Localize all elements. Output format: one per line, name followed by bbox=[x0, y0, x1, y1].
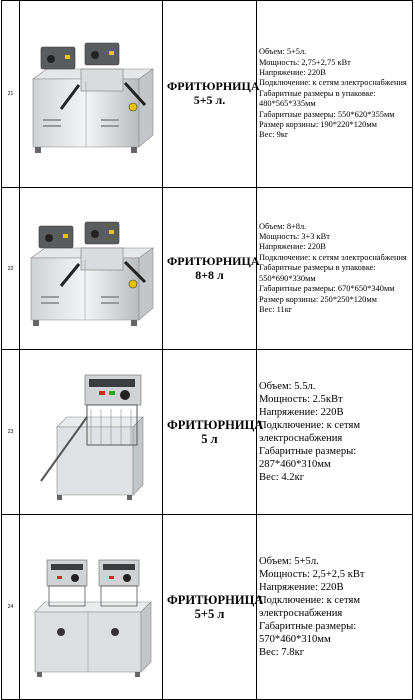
table-row bbox=[2, 188, 413, 350]
table-row bbox=[2, 515, 413, 700]
spec-line: Размер корзины: 190*220*120мм bbox=[259, 120, 377, 130]
spec-line: Объем: 5+5л. bbox=[259, 556, 319, 567]
spec-line: 287*460*310мм bbox=[259, 459, 331, 470]
product-name: ФРИТЮРНИЦА 5+5 л bbox=[167, 592, 264, 621]
spec-line: Мощность: 2.5кВт bbox=[259, 394, 343, 405]
product-specs-cell bbox=[257, 350, 413, 515]
spec-line: 480*565*335мм bbox=[259, 99, 316, 109]
product-table bbox=[1, 0, 413, 700]
spec-line: Мощность: 2,75+2,75 кВт bbox=[259, 57, 351, 67]
spec-line: Габаритные размеры: bbox=[259, 621, 357, 632]
spec-line: Подключение: к сетям электроснабжения bbox=[259, 78, 407, 88]
product-specs-cell bbox=[257, 1, 413, 188]
spec-line: Вес: 4.2кг bbox=[259, 472, 305, 483]
spec-line: Объем: 5+5л. bbox=[259, 47, 307, 57]
spec-line: 550*690*330мм bbox=[259, 273, 316, 283]
spec-line: электроснабжения bbox=[259, 608, 343, 619]
spec-line: Напряжение: 220В bbox=[259, 67, 326, 77]
product-name-cell bbox=[163, 1, 260, 188]
table-row bbox=[2, 1, 413, 188]
double-fryer-image bbox=[21, 204, 161, 334]
double-fryer-image bbox=[21, 19, 161, 169]
single-fryer-image bbox=[21, 357, 161, 507]
spec-line: Подключение: к сетям bbox=[259, 595, 361, 606]
product-name-cell bbox=[163, 515, 264, 700]
spec-line: Габаритные размеры: 670*650*340мм bbox=[259, 284, 395, 294]
product-name-cell bbox=[163, 188, 260, 350]
product-image-cell bbox=[20, 350, 163, 515]
spec-line: Габаритные размеры в упаковке: bbox=[259, 88, 376, 98]
product-name: ФРИТЮРНИЦА 8+8 л bbox=[167, 253, 260, 282]
spec-line: Габаритные размеры: bbox=[259, 446, 357, 457]
product-image-cell bbox=[20, 515, 163, 700]
product-name-cell bbox=[163, 350, 264, 515]
product-specs-cell bbox=[257, 515, 413, 700]
spec-line: Подключение: к сетям bbox=[259, 420, 361, 431]
product-image-cell bbox=[20, 1, 163, 188]
spec-line: Мощность: 3+3 кВт bbox=[259, 232, 330, 242]
spec-line: Напряжение: 220В bbox=[259, 582, 344, 593]
spec-line: Габаритные размеры в упаковке: bbox=[259, 263, 376, 273]
spec-line: Размер корзины: 250*250*120мм bbox=[259, 294, 377, 304]
spec-line: Объем: 5.5л. bbox=[259, 381, 316, 392]
spec-line: Габаритные размеры: 550*620*355мм bbox=[259, 109, 395, 119]
product-name: ФРИТЮРНИЦА 5 л bbox=[167, 417, 264, 446]
row-number: 21 bbox=[2, 1, 20, 188]
spec-line: Вес: 7.8кг bbox=[259, 647, 305, 658]
spec-line: Объем: 8+8л. bbox=[259, 221, 307, 231]
row-number: 23 bbox=[2, 350, 20, 515]
spec-line: электроснабжения bbox=[259, 433, 343, 444]
spec-line: Напряжение: 220В bbox=[259, 407, 344, 418]
spec-line: Вес: 11кг bbox=[259, 304, 293, 314]
product-image-cell bbox=[20, 188, 163, 350]
double-fryer-image bbox=[21, 532, 161, 682]
spec-line: 570*460*310мм bbox=[259, 634, 331, 645]
row-number: 22 bbox=[2, 188, 20, 350]
spec-line: Вес: 9кг bbox=[259, 130, 289, 140]
product-specs-cell bbox=[257, 188, 413, 350]
spec-line: Напряжение: 220В bbox=[259, 242, 326, 252]
spec-line: Мощность: 2,5+2,5 кВт bbox=[259, 569, 365, 580]
spec-line: Подключение: к сетям электроснабжения bbox=[259, 252, 407, 262]
table-row bbox=[2, 350, 413, 515]
product-name: ФРИТЮРНИЦА 5+5 л. bbox=[167, 79, 260, 107]
row-number: 24 bbox=[2, 515, 20, 700]
